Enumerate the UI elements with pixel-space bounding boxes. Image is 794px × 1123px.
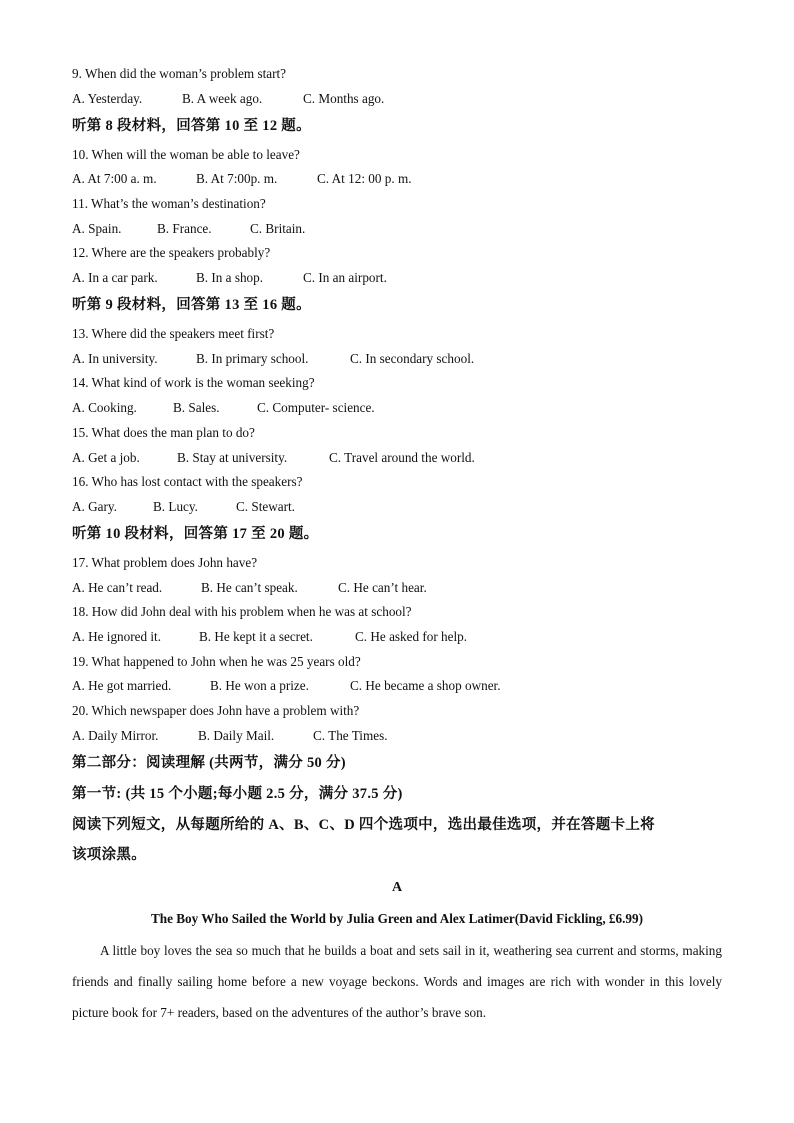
option-a: A. He can’t read. bbox=[72, 580, 163, 595]
option-a: A. He got married. bbox=[72, 678, 172, 693]
option-b: B. Stay at university. bbox=[177, 450, 288, 465]
answer-options bbox=[72, 500, 295, 513]
section-heading: 第一节: (共 15 个小题;每小题 2.5 分，满分 37.5 分) bbox=[72, 786, 403, 802]
answer-options bbox=[72, 222, 305, 235]
option-c: C. Britain. bbox=[250, 221, 306, 236]
option-a: A. Get a job. bbox=[72, 450, 140, 465]
option-c: C. Travel around the world. bbox=[329, 450, 475, 465]
option-b: B. Sales. bbox=[173, 400, 220, 415]
option-c: C. The Times. bbox=[313, 728, 388, 743]
part-heading: 第二部分：阅读理解 (共两节，满分 50 分) bbox=[72, 755, 346, 771]
passage-title: The Boy Who Sailed the World by Julia Green and Alex Latimer(David Fickling, £6.99) bbox=[150, 911, 643, 926]
option-a: A. Spain. bbox=[72, 221, 122, 236]
answer-options bbox=[72, 679, 501, 692]
passage-letter: A bbox=[391, 880, 403, 895]
option-c: C. In secondary school. bbox=[350, 351, 475, 366]
section-heading: 听第 10 段材料，回答第 17 至 20 题。 bbox=[72, 526, 319, 542]
passage-paragraph bbox=[72, 935, 722, 1028]
option-c: C. Months ago. bbox=[303, 91, 385, 106]
option-c: C. He can’t hear. bbox=[338, 580, 427, 595]
option-a: A. Gary. bbox=[72, 499, 117, 514]
option-b: B. Lucy. bbox=[153, 499, 198, 514]
question-text: 18. How did John deal with his problem when he was at school? bbox=[72, 604, 412, 619]
option-a: A. Daily Mirror. bbox=[72, 728, 159, 743]
answer-options bbox=[72, 271, 387, 284]
option-c: C. He asked for help. bbox=[355, 629, 468, 644]
option-b: B. He won a prize. bbox=[210, 678, 309, 693]
option-b: B. At 7:00p. m. bbox=[196, 171, 278, 186]
option-a: A. Yesterday. bbox=[72, 91, 143, 106]
option-b: B. Daily Mail. bbox=[198, 728, 275, 743]
answer-options bbox=[72, 92, 384, 105]
option-a: A. Cooking. bbox=[72, 400, 137, 415]
question-text: 14. What kind of work is the woman seeking? bbox=[72, 375, 315, 390]
section-heading: 听第 8 段材料，回答第 10 至 12 题。 bbox=[72, 118, 311, 134]
answer-options bbox=[72, 172, 412, 185]
passage-text: A little boy loves the sea so much that he builds a boat and sets sail in it, weathering sea current and storms, making friends and finally sailing home before a new voyage beckons. Words and images are rich with wonder in this lovely picture book for 7+ readers, based on the adventures of the author’s brave son. bbox=[72, 943, 722, 1020]
option-b: B. In primary school. bbox=[196, 351, 309, 366]
answer-options bbox=[72, 581, 427, 594]
instruction-line-1: 阅读下列短文，从每题所给的 A、B、C、D 四个选项中，选出最佳选项，并在答题卡上将 bbox=[72, 817, 655, 833]
question-text: 13. Where did the speakers meet first? bbox=[72, 326, 275, 341]
answer-options bbox=[72, 729, 388, 742]
answer-options bbox=[72, 401, 375, 414]
answer-options bbox=[72, 352, 474, 365]
option-c: C. At 12: 00 p. m. bbox=[317, 171, 412, 186]
instruction-line-2: 该项涂黑。 bbox=[72, 847, 146, 863]
question-text: 12. Where are the speakers probably? bbox=[72, 245, 271, 260]
question-text: 20. Which newspaper does John have a problem with? bbox=[72, 703, 360, 718]
question-text: 11. What’s the woman’s destination? bbox=[72, 196, 266, 211]
section-heading: 听第 9 段材料，回答第 13 至 16 题。 bbox=[72, 297, 311, 313]
option-b: B. He can’t speak. bbox=[201, 580, 298, 595]
option-b: B. France. bbox=[157, 221, 212, 236]
option-a: A. At 7:00 a. m. bbox=[72, 171, 157, 186]
question-text: 17. What problem does John have? bbox=[72, 555, 258, 570]
option-b: B. In a shop. bbox=[196, 270, 264, 285]
option-b: B. A week ago. bbox=[182, 91, 263, 106]
question-text: 19. What happened to John when he was 25 years old? bbox=[72, 654, 361, 669]
option-c: C. In an airport. bbox=[303, 270, 387, 285]
option-b: B. He kept it a secret. bbox=[199, 629, 313, 644]
answer-options bbox=[72, 630, 467, 643]
option-a: A. He ignored it. bbox=[72, 629, 161, 644]
option-a: A. In a car park. bbox=[72, 270, 158, 285]
option-c: C. Stewart. bbox=[236, 499, 295, 514]
question-text: 10. When will the woman be able to leave? bbox=[72, 147, 300, 162]
question-text: 16. Who has lost contact with the speakers? bbox=[72, 474, 303, 489]
option-c: C. Computer- science. bbox=[257, 400, 375, 415]
question-text: 15. What does the man plan to do? bbox=[72, 425, 255, 440]
answer-options bbox=[72, 451, 475, 464]
option-c: C. He became a shop owner. bbox=[350, 678, 501, 693]
question-text: 9. When did the woman’s problem start? bbox=[72, 66, 287, 81]
option-a: A. In university. bbox=[72, 351, 158, 366]
